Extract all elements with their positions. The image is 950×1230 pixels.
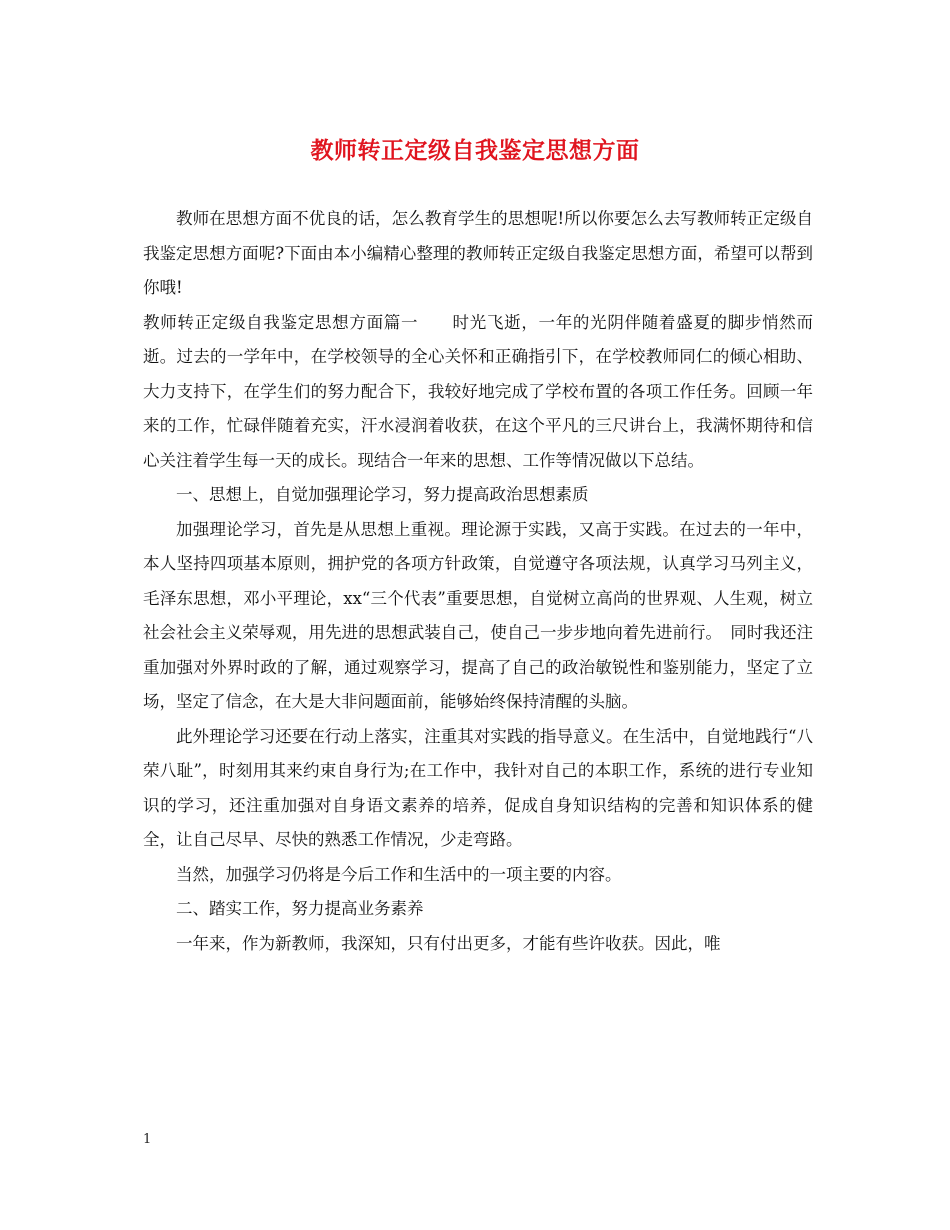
paragraph-new-teacher: 一年来，作为新教师，我深知，只有付出更多，才能有些许收获。因此，唯	[176, 933, 721, 953]
paragraph-intro: 教师在思想方面不优良的话，怎么教育学生的思想呢!所以你要怎么去写教师转正定级自我鉴定思想方面呢?下面由本小编精心整理的教师转正定级自我鉴定思想方面，希望可以帮到你哦!	[143, 209, 813, 297]
page-number: 1	[143, 1132, 152, 1147]
heading-thought: 一、思想上，自觉加强理论学习，努力提高政治思想素质	[176, 485, 589, 504]
page-title: 教师转正定级自我鉴定思想方面	[310, 137, 640, 164]
document-body	[143, 202, 813, 961]
heading-work: 二、踏实工作，努力提高业务素养	[176, 899, 424, 918]
paragraph-section-one-opening: 教师转正定级自我鉴定思想方面篇一 时光飞逝，一年的光阴伴随着盛夏的脚步悄然而逝。过去的一学年中，在学校领导的全心关怀和正确指引下，在学校教师同仁的倾心相助、大力支持下，在学生们的努力配合下，我较好地完成了学校布置的各项工作任务。回顾一年来的工作，忙碌伴随着充实，汗水浸润着收获，在这个平凡的三尺讲台上，我满怀期待和信心关注着学生每一天的成长。现结合一年来的思想、工作等情况做以下总结。	[143, 312, 813, 470]
paragraph-practice: 此外理论学习还要在行动上落实，注重其对实践的指导意义。在生活中，自觉地践行“八荣八耻”，时刻用其来约束自身行为;在工作中，我针对自己的本职工作，系统的进行专业知识的学习，还注重加强对自身语文素养的培养，促成自身知识结构的完善和知识体系的健全，让自己尽早、尽快的熟悉工作情况，少走弯路。	[143, 726, 813, 849]
paragraph-theory-study: 加强理论学习，首先是从思想上重视。理论源于实践，又高于实践。在过去的一年中，本人坚持四项基本原则，拥护党的各项方针政策，自觉遵守各项法规，认真学习马列主义，毛泽东思想，邓小平理论，xx“三个代表”重要思想，自觉树立高尚的世界观、人生观，树立社会社会主义荣辱观，用先进的思想武装自己，使自己一步步地向着先进前行。 同时我还注重加强对外界时政的了解，通过观察学习，提高了自己的政治敏锐性和鉴别能力，坚定了立场，坚定了信念，在大是大非问题面前，能够始终保持清醒的头脑。	[143, 519, 813, 711]
paragraph-continued-study: 当然，加强学习仍将是今后工作和生活中的一项主要的内容。	[176, 864, 622, 884]
